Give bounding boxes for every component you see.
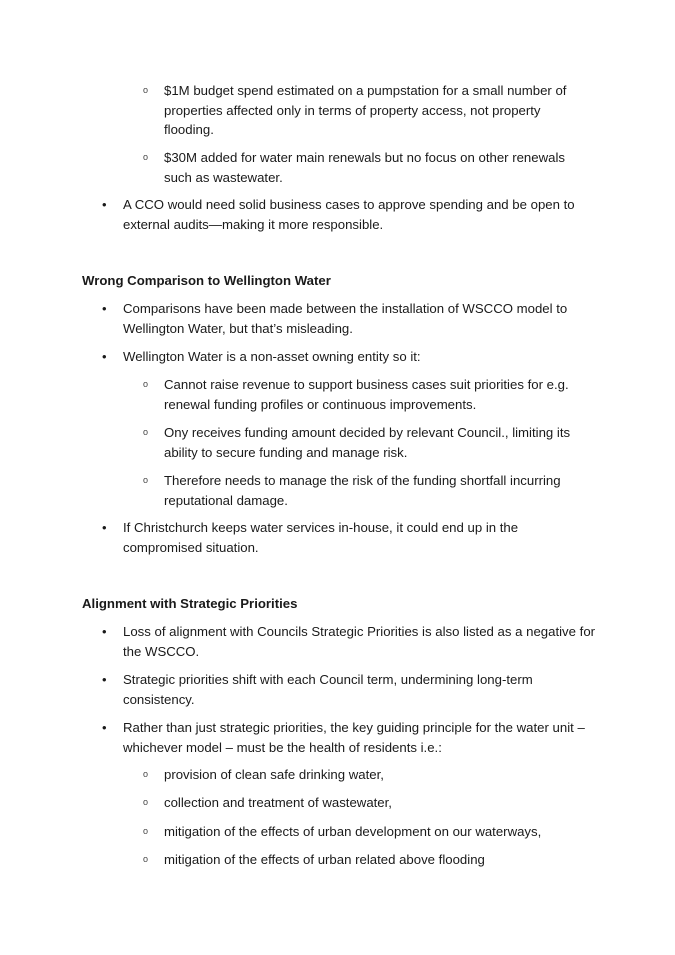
- list-item-text: mitigation of the effects of urban related above flooding: [164, 852, 485, 867]
- hollow-bullet-icon: o: [143, 427, 149, 437]
- list-item-text: Therefore needs to manage the risk of the funding shortfall incurring reputational damage.: [164, 473, 561, 508]
- bullet-icon: •: [102, 301, 107, 316]
- hollow-bullet-icon: o: [143, 797, 149, 807]
- list-item-text: provision of clean safe drinking water,: [164, 767, 384, 782]
- list-item-text: $30M added for water main renewals but no focus on other renewals such as wastewater.: [164, 150, 565, 185]
- list-item-text: mitigation of the effects of urban development on our waterways,: [164, 824, 542, 839]
- section-heading: Alignment with Strategic Priorities: [82, 596, 298, 611]
- hollow-bullet-icon: o: [143, 152, 149, 162]
- list-item-text: Strategic priorities shift with each Council term, undermining long-term consistency.: [123, 672, 533, 707]
- list-item-text: Wellington Water is a non-asset owning entity so it:: [123, 349, 421, 364]
- hollow-bullet-icon: o: [143, 854, 149, 864]
- hollow-bullet-icon: o: [143, 379, 149, 389]
- list-item-text: collection and treatment of wastewater,: [164, 795, 392, 810]
- hollow-bullet-icon: o: [143, 826, 149, 836]
- bullet-icon: •: [102, 349, 107, 364]
- list-item-text: Cannot raise revenue to support business cases suit priorities for e.g. renewal funding profiles or continuous improvements.: [164, 377, 569, 412]
- hollow-bullet-icon: o: [143, 85, 149, 95]
- bullet-icon: •: [102, 720, 107, 735]
- list-item-text: $1M budget spend estimated on a pumpstation for a small number of properties affected only in terms of property access, not property flooding.: [164, 83, 567, 137]
- bullet-icon: •: [102, 672, 107, 687]
- hollow-bullet-icon: o: [143, 475, 149, 485]
- bullet-icon: •: [102, 520, 107, 535]
- list-item-text: Loss of alignment with Councils Strategic Priorities is also listed as a negative for the WSCCO.: [123, 624, 596, 659]
- list-item-text: Comparisons have been made between the installation of WSCCO model to Wellington Water, but that’s misleading.: [123, 301, 568, 336]
- bullet-icon: •: [102, 197, 107, 212]
- list-item-text: Rather than just strategic priorities, the key guiding principle for the water unit – whichever model – must be the health of residents i.e.:: [123, 720, 585, 755]
- hollow-bullet-icon: o: [143, 769, 149, 779]
- list-item-text: If Christchurch keeps water services in-house, it could end up in the compromised situation.: [123, 520, 519, 555]
- bullet-icon: •: [102, 624, 107, 639]
- list-item-text: A CCO would need solid business cases to approve spending and be open to external audits—making it more responsible.: [123, 197, 575, 232]
- section-heading: Wrong Comparison to Wellington Water: [82, 273, 331, 288]
- list-item-text: Ony receives funding amount decided by relevant Council., limiting its ability to secure funding and manage risk.: [164, 425, 571, 460]
